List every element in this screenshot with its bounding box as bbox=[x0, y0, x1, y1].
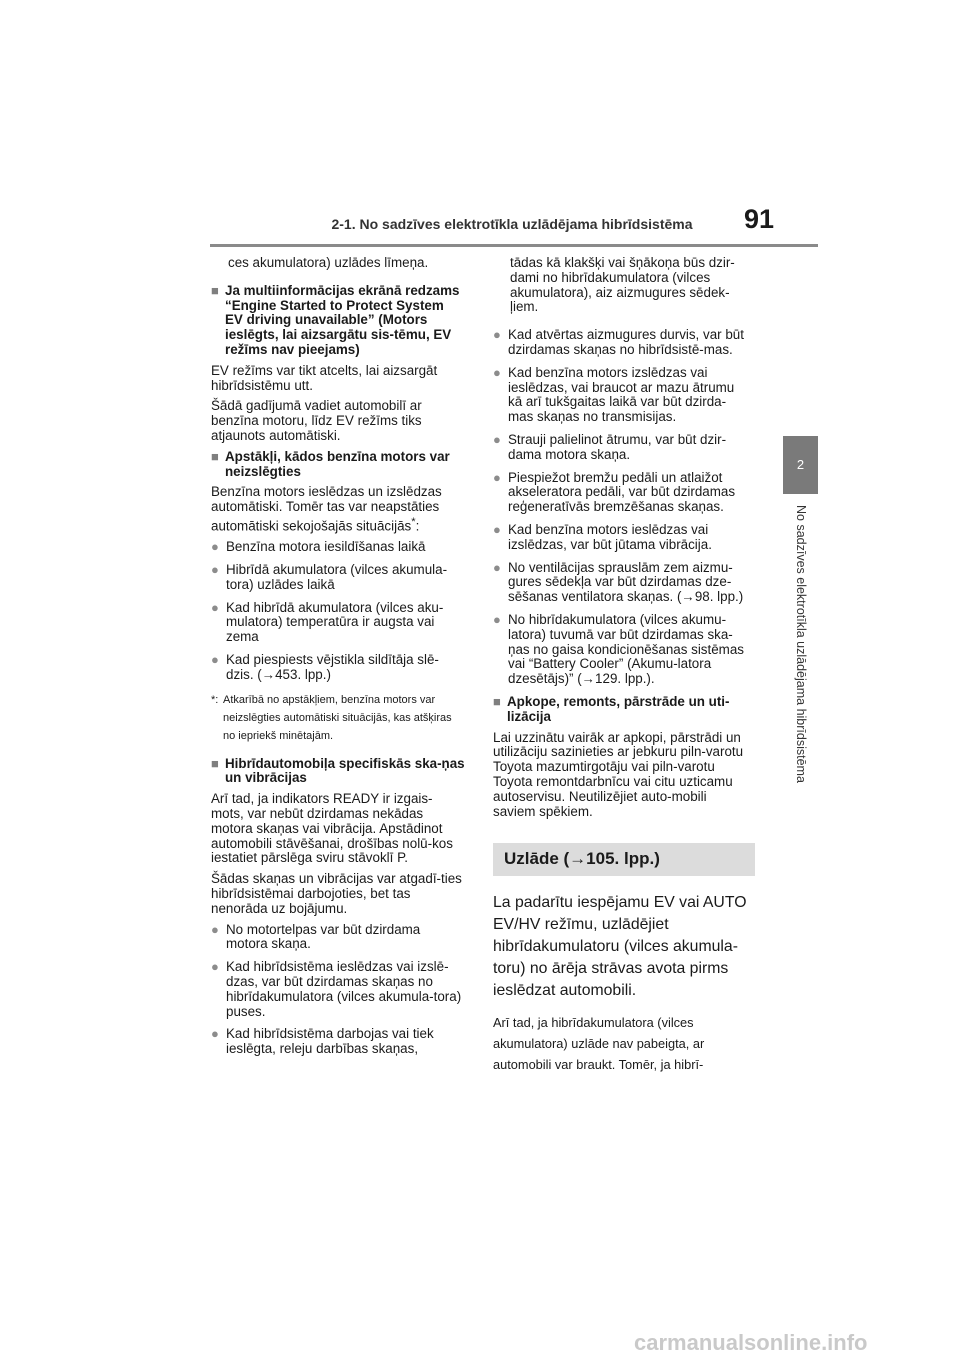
chapter-tab[interactable]: 2 bbox=[783, 436, 818, 494]
bullet-icon: ● bbox=[493, 521, 501, 537]
bullet-item bbox=[211, 601, 465, 645]
bullet-text: Kad hibrīdsistēma darbojas vai tiek ieslēgta, releju darbības skaņas, bbox=[226, 1026, 434, 1057]
bullet-item bbox=[493, 561, 747, 605]
section-heading bbox=[211, 284, 465, 358]
bullet-item bbox=[493, 613, 747, 687]
bullet-text: No ventilācijas sprauslām zem aizmu-gures sēdekļa var būt dzirdamas dze-sēšanas ventilatora skaņas. (→98. lpp.) bbox=[508, 559, 744, 605]
section-heading bbox=[211, 450, 465, 480]
bullet-text: Kad benzīna motors izslēdzas vai ieslēdzas, vai braucot ar mazu ātrumu kā arī tukšgaitas laikā var būt dzirda-mas skaņas no transmisijas. bbox=[508, 364, 735, 425]
bullet-text: Piespiežot bremžu pedāli un atlaižot akseleratora pedāli, var būt dzirdamas reģeneratīvās bremzēšanas skaņas. bbox=[508, 469, 736, 515]
bullet-item bbox=[493, 328, 747, 358]
bullet-icon: ● bbox=[211, 652, 219, 667]
bullet-item bbox=[493, 523, 747, 553]
bullet-text: Strauji palielinot ātrumu, var būt dzir-dama motora skaņa. bbox=[508, 431, 727, 462]
paragraph-end: : bbox=[415, 518, 420, 534]
bullet-item bbox=[211, 540, 465, 555]
bullet-item bbox=[211, 1027, 465, 1057]
bullet-text: Hibrīdā akumulatora (vilces akumula-tora) uzlādes laikā bbox=[226, 562, 448, 592]
bullet-text: Kad atvērtas aizmugures durvis, var būt dzirdamas skaņas no hibrīdsistē-mas. bbox=[508, 327, 744, 357]
section-heading bbox=[211, 757, 465, 787]
footnote bbox=[211, 691, 465, 745]
bullet-item bbox=[211, 923, 465, 953]
bullet-icon: ● bbox=[211, 599, 219, 615]
right-column bbox=[493, 256, 747, 1075]
bullet-icon: ● bbox=[493, 364, 501, 380]
page-number: 91 bbox=[744, 204, 775, 234]
paragraph: Lai uzzinātu vairāk ar apkopi, pārstrādi un utilizāciju sazinieties ar jebkuru piln-varotu Toyota mazumtirgotāju vai piln-varotu Toyota remontdarbnīcu vai citu uzticamu autoservisu. Neutilizējiet auto-mobili saviem spēkiem. bbox=[493, 729, 744, 819]
bullet-item bbox=[493, 471, 747, 515]
chapter-side-label: No sadzīves elektrotīkla uzlādējama hibrīdsistēma bbox=[794, 505, 808, 783]
bullet-icon: ● bbox=[211, 539, 219, 555]
bullet-icon: ● bbox=[493, 469, 501, 485]
square-marker-icon: ■ bbox=[211, 282, 219, 298]
lead-paragraph: La padarītu iespējamu EV vai AUTO EV/HV režīmu, uzlādējiet hibrīdakumulatoru (vilces akumula-toru) no ārēja strāvas avota pirms ieslēdzat automobili. bbox=[493, 894, 747, 1000]
paragraph: Arī tad, ja indikators READY ir izgais-mots, var nebūt dzirdamas nekādas motora skaņas vai vibrācija. Apstādinot automobili stāvēšanai, drošības nolū-kos iestatiet pārslēga sviru stāvoklī P. bbox=[211, 791, 453, 866]
heading-text: Apstākļi, kādos benzīna motors var neizslēgties bbox=[225, 448, 450, 479]
watermark-logo: carmanualsonline.info bbox=[634, 1330, 868, 1355]
bullet-text: Benzīna motora iesildīšanas laikā bbox=[226, 539, 426, 555]
bullet-text: Kad hibrīdā akumulatora (vilces aku-mulatora) temperatūra ir augsta vai zema bbox=[226, 599, 444, 645]
header-rule bbox=[210, 244, 818, 247]
bullet-text: No motortelpas var būt dzirdama motora skaņa. bbox=[226, 921, 421, 952]
bullet-item bbox=[493, 366, 747, 425]
paragraph bbox=[211, 485, 465, 534]
bullet-icon: ● bbox=[493, 611, 501, 627]
square-marker-icon: ■ bbox=[493, 693, 501, 709]
bullet-icon: ● bbox=[493, 327, 501, 343]
bullet-text: Kad benzīna motors ieslēdzas vai izslēdzas, var būt jūtama vibrācija. bbox=[508, 521, 712, 552]
bullet-item bbox=[211, 653, 465, 683]
bullet-icon: ● bbox=[493, 431, 501, 447]
bullet-icon: ● bbox=[211, 1026, 219, 1042]
heading-text: Ja multiinformācijas ekrānā redzams “Engine Started to Protect System EV driving unavailable” (Motors ieslēgts, lai aizsargātu sis-tēmu, EV režīms nav pieejams) bbox=[225, 282, 460, 357]
paragraph: Arī tad, ja hibrīdakumulatora (vilces akumulatora) uzlāde nav pabeigta, ar automobili var braukt. Tomēr, ja hibrī- bbox=[493, 1015, 705, 1073]
paragraph: Šādā gadījumā vadiet automobilī ar benzīna motoru, līdz EV režīms tiks atjaunots automātiski. bbox=[211, 398, 422, 443]
section-heading bbox=[493, 695, 747, 725]
paragraph: EV režīms var tikt atcelts, lai aizsargāt hibrīdsistēmu utt. bbox=[211, 362, 438, 393]
left-column bbox=[211, 256, 465, 1065]
bullet-item bbox=[211, 563, 465, 593]
continued-text: ces akumulatora) uzlādes līmeņa. bbox=[228, 255, 429, 270]
bullet-item bbox=[493, 433, 747, 463]
footnote-text: Atkarībā no apstākļiem, benzīna motors var neizslēgties automātiski situācijās, kas atšķiras no iepriekš minētajām. bbox=[223, 693, 452, 742]
heading-text: Hibrīdautomobiļa specifiskās ska-ņas un vibrācijas bbox=[225, 755, 465, 786]
bullet-icon: ● bbox=[493, 559, 501, 575]
square-marker-icon: ■ bbox=[211, 755, 219, 771]
paragraph: Šādas skaņas un vibrācijas var atgadī-ties hibrīdsistēmai darbojoties, bet tas nenorāda uz bojājumu. bbox=[211, 871, 462, 916]
running-header: 2-1. No sadzīves elektrotīkla uzlādējama hibrīdsistēma bbox=[331, 216, 693, 232]
bullet-icon: ● bbox=[211, 921, 219, 937]
footnote-mark: *: bbox=[211, 693, 219, 706]
square-marker-icon: ■ bbox=[211, 448, 219, 464]
paragraph-text: Benzīna motors ieslēdzas un izslēdzas automātiski. Tomēr tas var neapstāties automātiski sekojošajās situācijās bbox=[211, 484, 442, 534]
bullet-icon: ● bbox=[211, 562, 219, 578]
section-title-bar: Uzlāde (→105. lpp.) bbox=[493, 843, 755, 876]
bullet-icon: ● bbox=[211, 959, 219, 975]
bullet-text: No hibrīdakumulatora (vilces akumu-latora) tuvumā var būt dzirdamas ska-ņas no gaisa kondicionēšanas sistēmas vai “Battery Cooler” (Akumu-latora dzesētājs)” (→129. lpp.). bbox=[508, 611, 744, 687]
bullet-text: Kad piespiests vējstikla sildītāja slē-dzis. (→453. lpp.) bbox=[226, 652, 439, 682]
heading-text: Apkope, remonts, pārstrāde un uti-lizācija bbox=[507, 693, 730, 724]
continued-text: tādas kā klakšķi vai šņākoņa būs dzir-dami no hibrīdakumulatora (vilces akumulatora), aiz aizmugures sēdek-ļiem. bbox=[510, 255, 735, 315]
bullet-text: Kad hibrīdsistēma ieslēdzas vai izslē-dzas, var būt dzirdamas skaņas no hibrīdakumulatora (vilces akumula-tora) puses. bbox=[226, 959, 462, 1019]
bullet-item bbox=[211, 960, 465, 1019]
footnote-ref: * bbox=[411, 515, 416, 528]
